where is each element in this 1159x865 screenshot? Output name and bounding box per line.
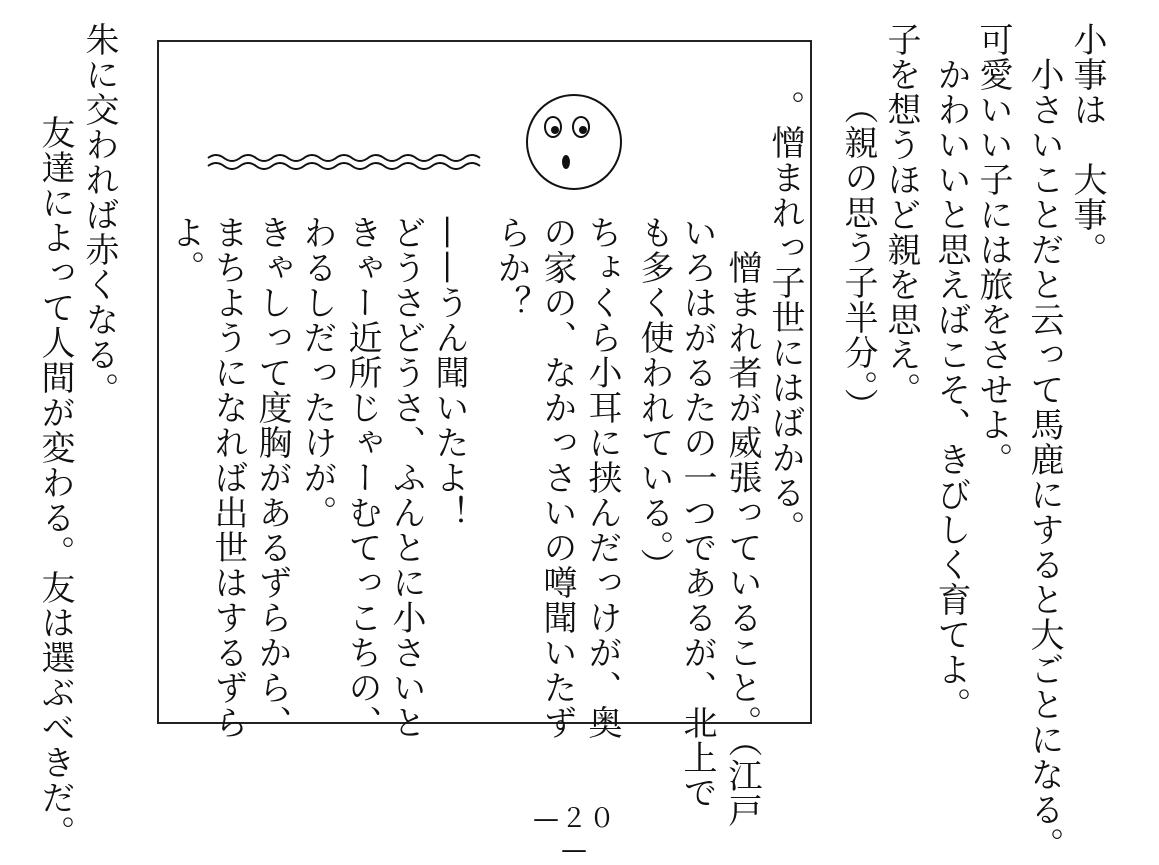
box-text-line-11: わるしだったけが。	[297, 215, 337, 530]
box-text-line-3: いろはがるたの一つであるが、北上で	[677, 215, 717, 810]
explanation-cute-child: かわいいと思えばこそ、きびしく育てよ。	[931, 22, 971, 722]
box-text-line-9: どうさどうさ、ふんとに小さいと	[386, 215, 426, 740]
box-text-line-6: の家の、なかっさいの噂聞いたず	[537, 215, 577, 740]
box-text-line-14: よ。	[165, 215, 205, 285]
proverb-red-ink: 朱に交われば赤くなる。	[79, 22, 119, 407]
box-text-line-10: きゃー近所じゃーむてっこちの、	[342, 215, 382, 740]
box-text-line-13: まちようになれば出世はするずら	[208, 215, 248, 740]
explanation-small-things: 小さいことだと云って馬鹿にすると大ごとになる。	[1024, 22, 1064, 862]
box-text-line-12: きゃしって度胸があるずらから、	[252, 215, 292, 740]
box-text-line-5: ちょくら小耳に挟んだっけが、奥	[582, 215, 622, 740]
proverb-small-things: 小事は 大事。	[1067, 22, 1107, 267]
box-text-line-2: 憎まれ者が威張っていること。（江戸	[722, 215, 762, 828]
surprised-face-icon	[520, 92, 628, 192]
proverb-think-of-parents: 子を想うほど親を思え。	[881, 22, 921, 407]
wavy-divider	[206, 150, 484, 174]
box-text-line-7: らか？	[491, 215, 531, 320]
page-number: —２０—	[532, 804, 617, 865]
box-text-line-8: ——うん聞いたよ！	[429, 215, 469, 530]
proverb-hated-child: 。憎まれっ子世にはばかる。	[765, 90, 805, 545]
box-text-line-4: も多く使われている。）	[634, 215, 674, 583]
proverb-cute-child: 可愛いい子には旅をさせよ。	[973, 22, 1013, 477]
explanation-red-ink: 友達によって人間が変わる。友は選ぶべきだ。	[35, 80, 75, 850]
explanation-think-of-parents: （親の思う子半分。）	[838, 90, 878, 423]
